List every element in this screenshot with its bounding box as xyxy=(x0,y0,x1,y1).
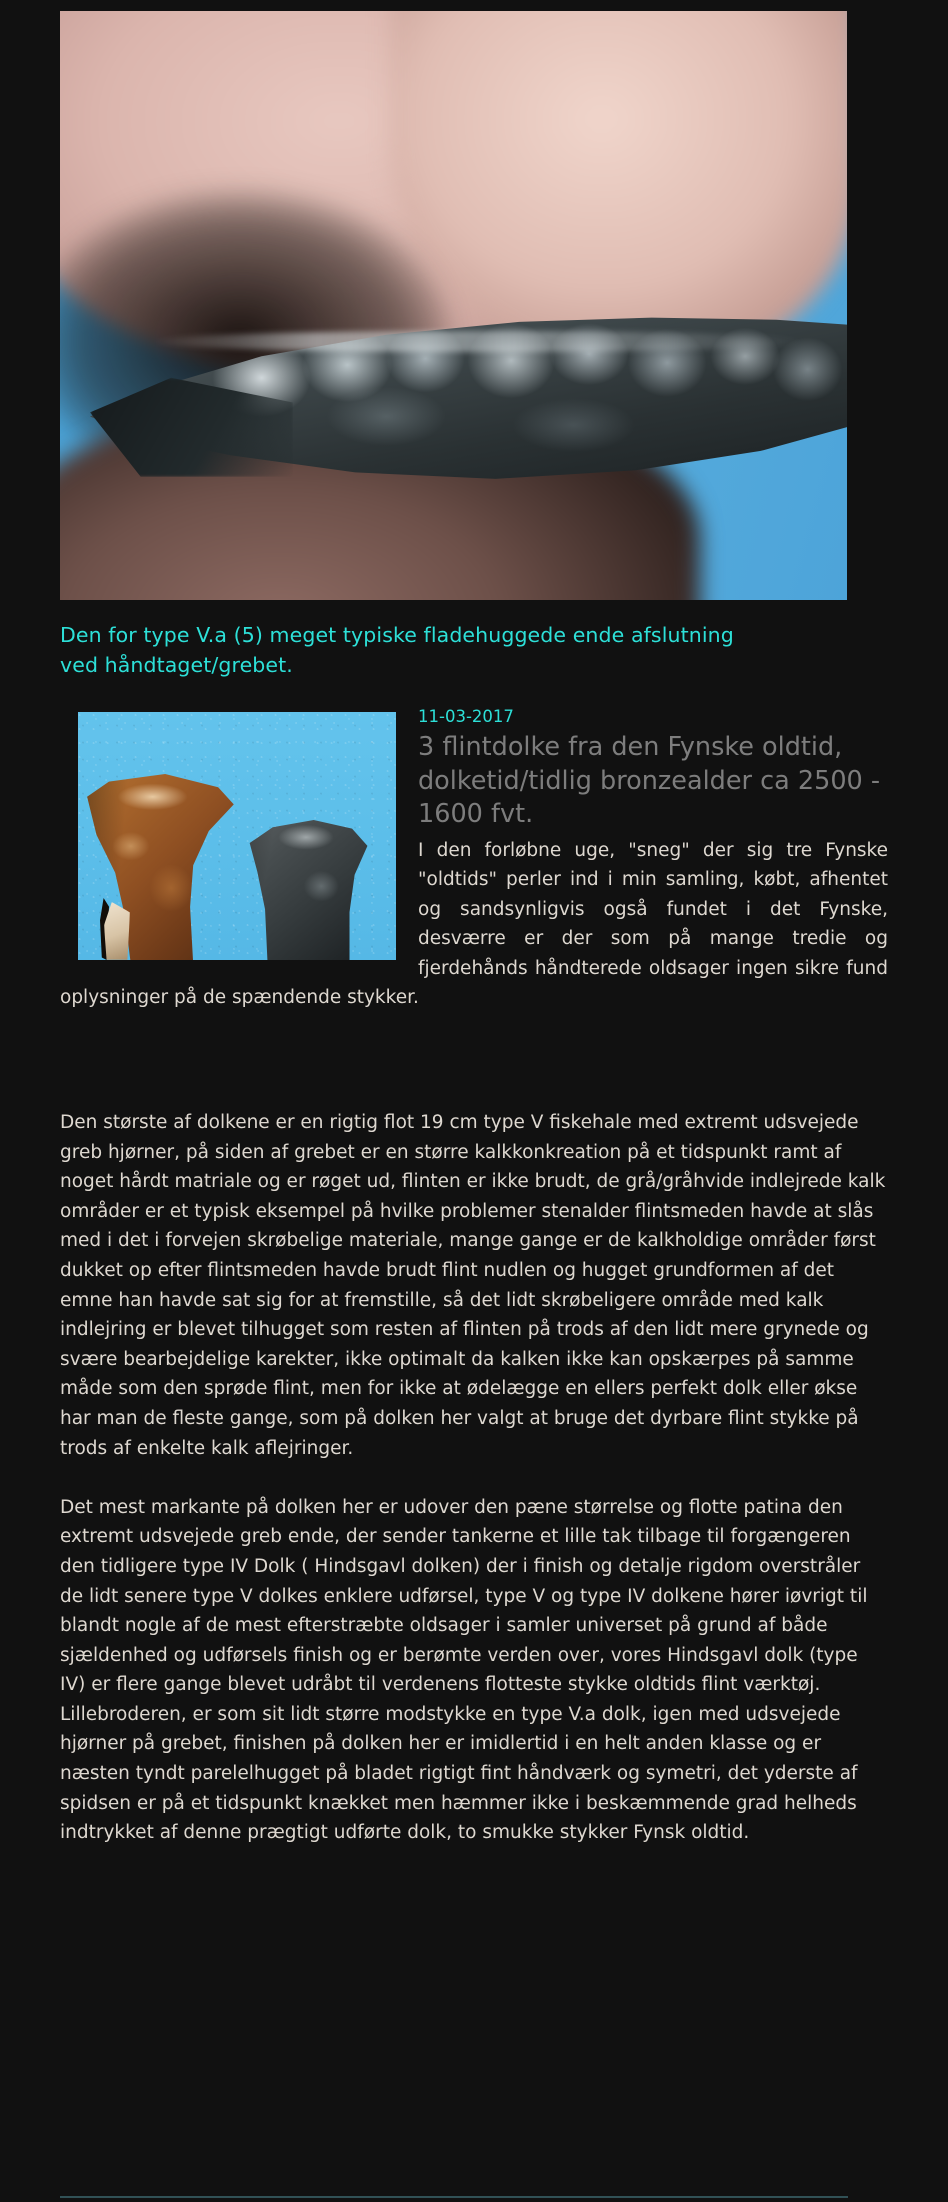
blade-edge-highlight xyxy=(152,331,807,353)
post-thumbnail[interactable] xyxy=(78,712,396,960)
post-header-block xyxy=(60,705,888,1013)
post-paragraph: Lillebroderen, er som sit lidt større modstykke en type V.a dolk, igen med udsvejede hjørner på grebet, finishen på dolken her er imidlertid i en helt anden klasse og er næsten tyndt parelelhugget på bladet rigtigt fint håndværk og symetri, det yderste af spidsen er på et tidspunkt knækket men hæmmer ikke i beskæmmende grad helheds indtrykket af denne prægtigt udførte dolk, to smukke stykker Fynsk oldtid. xyxy=(60,1703,858,1844)
hero-photo[interactable] xyxy=(60,11,847,600)
section-divider xyxy=(60,2196,848,2198)
post-paragraph: Den største af dolkene er en rigtig flot 19 cm type V fiskehale med extremt udsvejede greb hjørner, på siden af grebet er en større kalkkonkreation på et tidspunkt ramt af noget hårdt matriale og er røget ud, flinten er ikke brudt, de grå/gråhvide indlejrede kalk områder er et typisk eksempel på hvilke problemer stenalder flintsmeden havde at slås med i det i forvejen skrøbelige materiale, mange gange er de kalkholdige områder først dukket op efter flintsmeden havde brudt flint nudlen og hugget grundformen af det emne han havde sat sig for at fremstille, så det lidt skrøbeligere område med kalk indlejring er blevet tilhugget som resten af flinten på trods af den lidt mere grynede og svære bearbejdelige karekter, ikke optimalt da kalken ikke kan opskærpes på samme måde som den sprøde flint, men for ikke at ødelægge en ellers perfekt dolk eller økse har man de fleste gange, som på dolken her valgt at bruge det dyrbare flint stykke på trods af enkelte kalk aflejringer. xyxy=(60,1112,886,1459)
post-body xyxy=(60,1108,888,1848)
post-date: 11-03-2017 xyxy=(418,707,514,726)
post-paragraph: Det mest markante på dolken her er udover den pæne størrelse og flotte patina den extremt udsvejede greb ende, der sender tankerne et lille tak tilbage til forgængeren den tidligere type IV Dolk ( Hindsgavl dolken) der i finish og detalje rigdom overstråler de lidt senere type V dolkes enklere udførsel, type V og type IV dolkene hører iøvrigt til blandt nogle af de mest efterstræbte oldsager i samler universet på grund af både sjældenhed og udførsels finish og er berømte verden over, vores Hindsgavl dolk (type IV) er flere gange blevet udråbt til verdenens flotteste stykke oldtids flint værktøj. xyxy=(60,1496,868,1696)
flint-dagger-blade xyxy=(90,266,847,481)
post-lead-paragraph: I den forløbne uge, "sneg" der sig tre Fynske "oldtids" perler ind i min samling, købt, afhentet og sandsynligvis også fundet i det Fynske, desværre er der som på mange tredie og fjerdehånds håndterede oldsager ingen sikre fund oplysninger på de spændende stykker. xyxy=(60,839,888,1008)
post-title[interactable]: 3 flintdolke fra den Fynske oldtid, dolketid/tidlig bronzealder ca 2500 - 1600 fvt. xyxy=(418,732,881,829)
hero-caption: Den for type V.a (5) meget typiske fladehuggede ende afslutning ved håndtaget/grebet. xyxy=(60,623,734,677)
